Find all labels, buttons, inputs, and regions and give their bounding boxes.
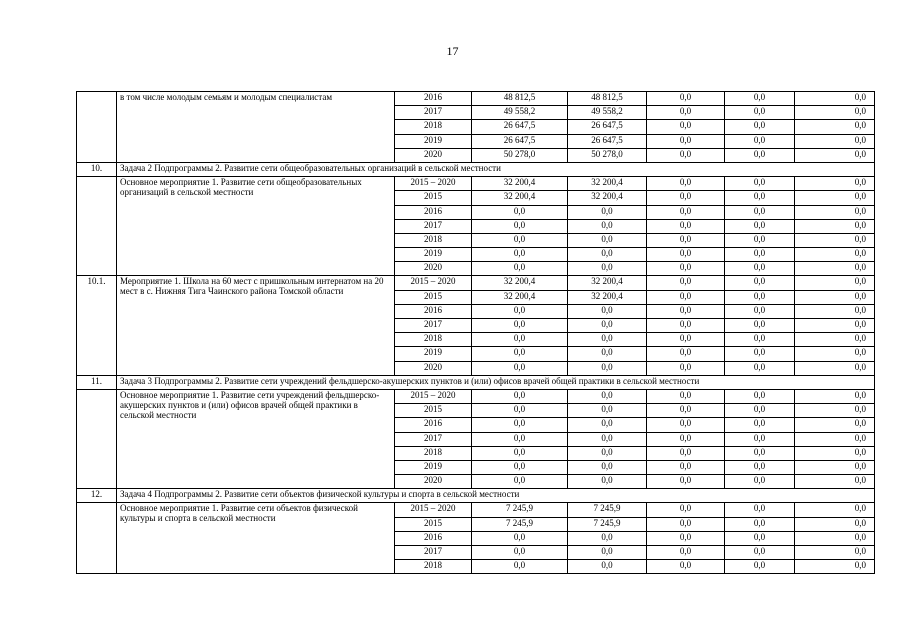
amount-cell: 0,0 [568, 560, 647, 574]
amount-cell: 0,0 [647, 92, 725, 106]
amount-cell: 0,0 [568, 333, 647, 347]
amount-cell: 0,0 [568, 248, 647, 262]
amount-cell: 0,0 [725, 389, 795, 403]
amount-cell: 0,0 [472, 233, 568, 247]
amount-cell: 0,0 [795, 304, 875, 318]
amount-cell: 0,0 [568, 205, 647, 219]
amount-cell: 32 200,4 [568, 177, 647, 191]
amount-cell: 32 200,4 [568, 290, 647, 304]
amount-cell: 0,0 [568, 404, 647, 418]
amount-cell: 0,0 [568, 531, 647, 545]
table-row [77, 92, 875, 106]
amount-cell: 0,0 [725, 248, 795, 262]
amount-cell: 0,0 [795, 503, 875, 517]
amount-cell: 0,0 [568, 446, 647, 460]
measure-label: в том числе молодым семьям и молодым специалистам [117, 92, 395, 163]
amount-cell: 0,0 [472, 205, 568, 219]
amount-cell: 0,0 [647, 347, 725, 361]
amount-cell: 0,0 [795, 276, 875, 290]
year-cell: 2018 [395, 560, 472, 574]
amount-cell: 0,0 [647, 276, 725, 290]
year-cell: 2015 – 2020 [395, 389, 472, 403]
amount-cell: 0,0 [795, 219, 875, 233]
amount-cell: 0,0 [725, 148, 795, 162]
amount-cell: 0,0 [472, 546, 568, 560]
table-row [77, 389, 875, 403]
measure-label: Основное мероприятие 1. Развитие сети общеобразовательных организаций в сельской местности [117, 177, 395, 276]
year-cell: 2017 [395, 546, 472, 560]
amount-cell: 0,0 [472, 560, 568, 574]
amount-cell: 32 200,4 [472, 276, 568, 290]
amount-cell: 32 200,4 [472, 191, 568, 205]
amount-cell: 7 245,9 [568, 503, 647, 517]
amount-cell: 0,0 [795, 389, 875, 403]
year-cell: 2017 [395, 319, 472, 333]
amount-cell: 0,0 [725, 475, 795, 489]
amount-cell: 0,0 [647, 333, 725, 347]
amount-cell: 0,0 [725, 106, 795, 120]
measure-label: Основное мероприятие 1. Развитие сети учреждений фельдшерско-акушерских пунктов и (или) офисов врачей общей практики в сельской местности [117, 389, 395, 488]
amount-cell: 0,0 [795, 205, 875, 219]
budget-table [76, 91, 875, 574]
section-title: Задача 2 Подпрограммы 2. Развитие сети общеобразовательных организаций в сельской местности [117, 162, 875, 176]
amount-cell: 0,0 [647, 432, 725, 446]
amount-cell: 7 245,9 [568, 517, 647, 531]
amount-cell: 0,0 [725, 177, 795, 191]
amount-cell: 0,0 [647, 120, 725, 134]
amount-cell: 0,0 [725, 262, 795, 276]
amount-cell: 0,0 [647, 233, 725, 247]
page-number: 17 [446, 44, 459, 58]
amount-cell: 0,0 [647, 361, 725, 375]
amount-cell: 26 647,5 [568, 134, 647, 148]
amount-cell: 0,0 [647, 517, 725, 531]
amount-cell: 26 647,5 [472, 134, 568, 148]
year-cell: 2019 [395, 248, 472, 262]
amount-cell: 0,0 [795, 177, 875, 191]
amount-cell: 0,0 [795, 92, 875, 106]
amount-cell: 0,0 [568, 319, 647, 333]
amount-cell: 0,0 [725, 219, 795, 233]
amount-cell: 0,0 [647, 475, 725, 489]
amount-cell: 0,0 [725, 546, 795, 560]
year-cell: 2015 [395, 290, 472, 304]
year-cell: 2017 [395, 432, 472, 446]
amount-cell: 0,0 [795, 446, 875, 460]
amount-cell: 0,0 [647, 546, 725, 560]
section-number: 11. [77, 375, 117, 389]
amount-cell: 0,0 [647, 262, 725, 276]
amount-cell: 0,0 [472, 319, 568, 333]
amount-cell: 0,0 [647, 290, 725, 304]
year-cell: 2015 [395, 404, 472, 418]
row-number: 10.1. [77, 276, 117, 375]
year-cell: 2020 [395, 262, 472, 276]
amount-cell: 0,0 [472, 531, 568, 545]
amount-cell: 0,0 [725, 560, 795, 574]
year-cell: 2016 [395, 92, 472, 106]
row-number [77, 177, 117, 276]
year-cell: 2016 [395, 304, 472, 318]
year-cell: 2016 [395, 205, 472, 219]
amount-cell: 0,0 [795, 418, 875, 432]
amount-cell: 0,0 [647, 446, 725, 460]
year-cell: 2015 [395, 517, 472, 531]
table-row [77, 177, 875, 191]
amount-cell: 0,0 [568, 262, 647, 276]
amount-cell: 0,0 [725, 233, 795, 247]
amount-cell: 0,0 [647, 134, 725, 148]
amount-cell: 0,0 [795, 517, 875, 531]
year-cell: 2016 [395, 531, 472, 545]
amount-cell: 50 278,0 [472, 148, 568, 162]
table-row [77, 503, 875, 517]
year-cell: 2019 [395, 347, 472, 361]
amount-cell: 0,0 [795, 475, 875, 489]
amount-cell: 0,0 [795, 333, 875, 347]
year-cell: 2018 [395, 233, 472, 247]
year-cell: 2016 [395, 418, 472, 432]
row-number [77, 503, 117, 574]
row-number [77, 389, 117, 488]
amount-cell: 48 812,5 [568, 92, 647, 106]
amount-cell: 0,0 [795, 233, 875, 247]
amount-cell: 0,0 [725, 319, 795, 333]
amount-cell: 0,0 [647, 531, 725, 545]
amount-cell: 0,0 [725, 276, 795, 290]
year-cell: 2020 [395, 475, 472, 489]
amount-cell: 0,0 [472, 333, 568, 347]
year-cell: 2018 [395, 120, 472, 134]
amount-cell: 0,0 [795, 248, 875, 262]
amount-cell: 0,0 [725, 446, 795, 460]
amount-cell: 0,0 [647, 418, 725, 432]
amount-cell: 0,0 [725, 333, 795, 347]
amount-cell: 0,0 [472, 219, 568, 233]
section-header-row [77, 489, 875, 503]
amount-cell: 48 812,5 [472, 92, 568, 106]
amount-cell: 32 200,4 [472, 177, 568, 191]
amount-cell: 0,0 [568, 304, 647, 318]
amount-cell: 0,0 [568, 389, 647, 403]
year-cell: 2017 [395, 106, 472, 120]
amount-cell: 0,0 [647, 205, 725, 219]
amount-cell: 0,0 [725, 347, 795, 361]
amount-cell: 7 245,9 [472, 517, 568, 531]
amount-cell: 0,0 [568, 475, 647, 489]
year-cell: 2015 [395, 191, 472, 205]
amount-cell: 0,0 [795, 148, 875, 162]
year-cell: 2018 [395, 333, 472, 347]
amount-cell: 0,0 [725, 290, 795, 304]
amount-cell: 0,0 [568, 233, 647, 247]
amount-cell: 0,0 [795, 319, 875, 333]
amount-cell: 32 200,4 [472, 290, 568, 304]
amount-cell: 0,0 [725, 205, 795, 219]
amount-cell: 26 647,5 [472, 120, 568, 134]
amount-cell: 0,0 [725, 432, 795, 446]
amount-cell: 0,0 [725, 503, 795, 517]
amount-cell: 0,0 [647, 389, 725, 403]
year-cell: 2015 – 2020 [395, 503, 472, 517]
year-cell: 2019 [395, 134, 472, 148]
amount-cell: 0,0 [472, 361, 568, 375]
amount-cell: 0,0 [795, 460, 875, 474]
amount-cell: 0,0 [795, 134, 875, 148]
amount-cell: 26 647,5 [568, 120, 647, 134]
amount-cell: 0,0 [472, 304, 568, 318]
amount-cell: 0,0 [647, 148, 725, 162]
year-cell: 2019 [395, 460, 472, 474]
amount-cell: 0,0 [795, 120, 875, 134]
amount-cell: 7 245,9 [472, 503, 568, 517]
amount-cell: 0,0 [795, 560, 875, 574]
amount-cell: 0,0 [725, 517, 795, 531]
amount-cell: 0,0 [725, 404, 795, 418]
amount-cell: 0,0 [647, 319, 725, 333]
amount-cell: 0,0 [795, 191, 875, 205]
section-number: 10. [77, 162, 117, 176]
amount-cell: 0,0 [647, 560, 725, 574]
year-cell: 2015 – 2020 [395, 276, 472, 290]
section-header-row [77, 162, 875, 176]
amount-cell: 0,0 [472, 418, 568, 432]
year-cell: 2018 [395, 446, 472, 460]
amount-cell: 0,0 [795, 432, 875, 446]
amount-cell: 0,0 [795, 531, 875, 545]
row-number [77, 92, 117, 163]
amount-cell: 0,0 [795, 347, 875, 361]
amount-cell: 0,0 [725, 361, 795, 375]
amount-cell: 0,0 [725, 460, 795, 474]
amount-cell: 0,0 [647, 460, 725, 474]
measure-label: Основное мероприятие 1. Развитие сети объектов физической культуры и спорта в сельской местности [117, 503, 395, 574]
amount-cell: 0,0 [472, 404, 568, 418]
amount-cell: 32 200,4 [568, 191, 647, 205]
amount-cell: 0,0 [725, 531, 795, 545]
amount-cell: 0,0 [647, 304, 725, 318]
amount-cell: 0,0 [725, 120, 795, 134]
year-cell: 2020 [395, 148, 472, 162]
amount-cell: 0,0 [795, 106, 875, 120]
section-header-row [77, 375, 875, 389]
measure-label: Мероприятие 1. Школа на 60 мест с пришкольным интернатом на 20 мест в с. Нижняя Тига Чаинского района Томской области [117, 276, 395, 375]
amount-cell: 0,0 [647, 404, 725, 418]
amount-cell: 0,0 [472, 347, 568, 361]
amount-cell: 0,0 [472, 389, 568, 403]
amount-cell: 32 200,4 [568, 276, 647, 290]
section-title: Задача 4 Подпрограммы 2. Развитие сети объектов физической культуры и спорта в сельской местности [117, 489, 875, 503]
amount-cell: 49 558,2 [472, 106, 568, 120]
amount-cell: 0,0 [647, 106, 725, 120]
amount-cell: 0,0 [568, 219, 647, 233]
amount-cell: 0,0 [568, 432, 647, 446]
amount-cell: 49 558,2 [568, 106, 647, 120]
amount-cell: 0,0 [472, 248, 568, 262]
amount-cell: 0,0 [568, 460, 647, 474]
amount-cell: 0,0 [795, 361, 875, 375]
amount-cell: 0,0 [472, 262, 568, 276]
section-title: Задача 3 Подпрограммы 2. Развитие сети учреждений фельдшерско-акушерских пунктов и (или) офисов врачей общей практики в сельской местности [117, 375, 875, 389]
section-number: 12. [77, 489, 117, 503]
amount-cell: 0,0 [795, 290, 875, 304]
amount-cell: 0,0 [647, 191, 725, 205]
amount-cell: 0,0 [795, 546, 875, 560]
year-cell: 2020 [395, 361, 472, 375]
amount-cell: 0,0 [472, 446, 568, 460]
year-cell: 2017 [395, 219, 472, 233]
amount-cell: 0,0 [568, 546, 647, 560]
amount-cell: 0,0 [472, 460, 568, 474]
amount-cell: 0,0 [725, 418, 795, 432]
amount-cell: 0,0 [647, 248, 725, 262]
amount-cell: 0,0 [647, 177, 725, 191]
amount-cell: 0,0 [472, 432, 568, 446]
amount-cell: 0,0 [725, 134, 795, 148]
amount-cell: 50 278,0 [568, 148, 647, 162]
amount-cell: 0,0 [795, 404, 875, 418]
amount-cell: 0,0 [568, 361, 647, 375]
amount-cell: 0,0 [725, 191, 795, 205]
table-row [77, 276, 875, 290]
amount-cell: 0,0 [472, 475, 568, 489]
amount-cell: 0,0 [725, 304, 795, 318]
amount-cell: 0,0 [795, 262, 875, 276]
amount-cell: 0,0 [568, 347, 647, 361]
year-cell: 2015 – 2020 [395, 177, 472, 191]
amount-cell: 0,0 [725, 92, 795, 106]
amount-cell: 0,0 [647, 219, 725, 233]
amount-cell: 0,0 [568, 418, 647, 432]
table-body [77, 92, 875, 574]
amount-cell: 0,0 [647, 503, 725, 517]
